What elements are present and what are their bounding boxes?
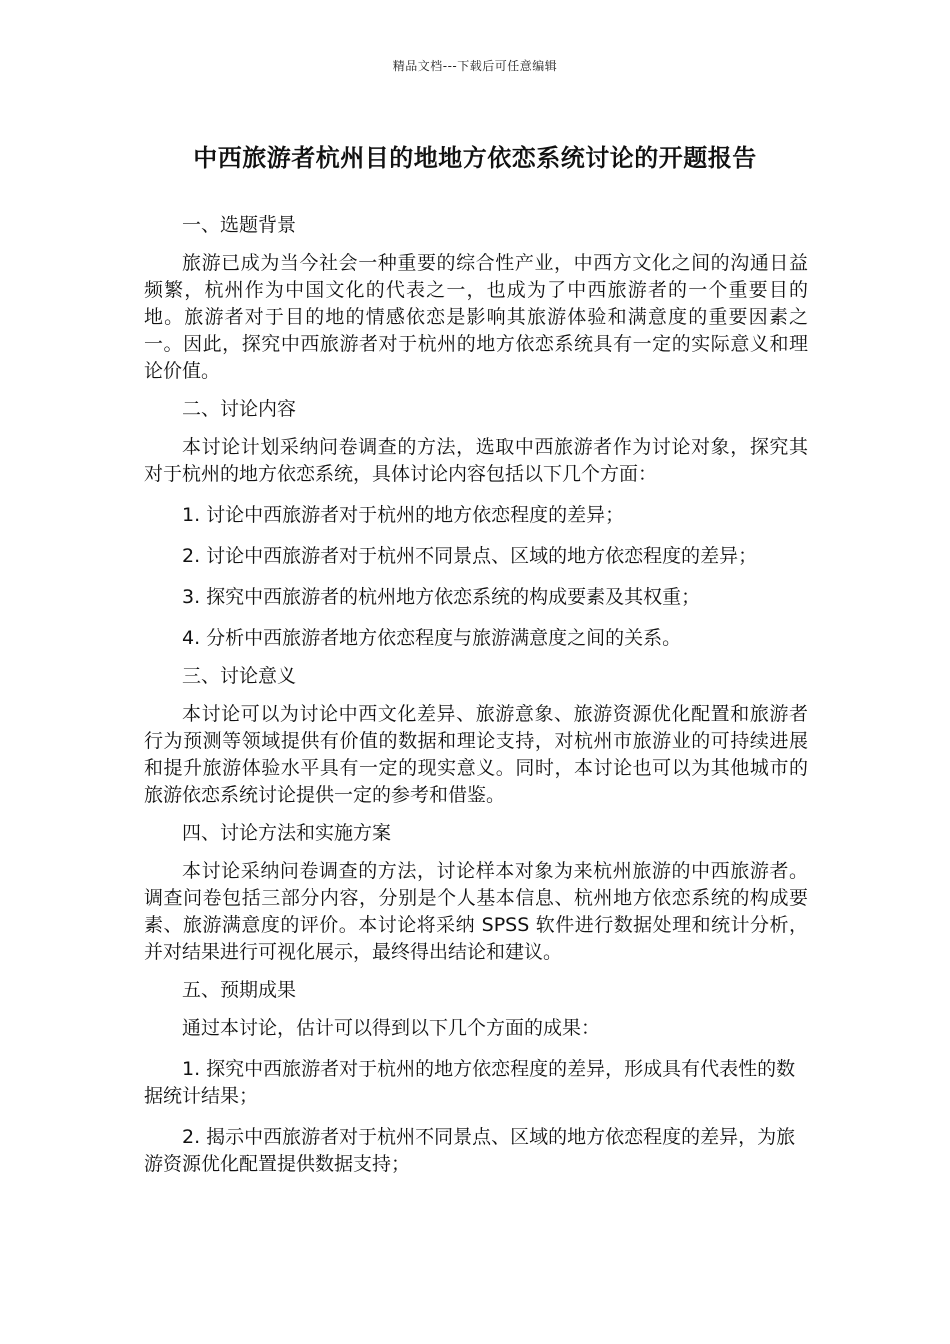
list-item: 2. 讨论中西旅游者对于杭州不同景点、区域的地方依恋程度的差异； (182, 545, 758, 567)
list-item: 1. 探究中西旅游者对于杭州的地方依恋程度的差异，形成具有代表性的数据统计结果； (144, 1058, 796, 1107)
section-paragraph-content: 本讨论计划采纳问卷调查的方法，选取中西旅游者作为讨论对象，探究其对于杭州的地方依恋系统，具体讨论内容包括以下几个方面： (144, 436, 808, 485)
section-paragraph-outcomes: 通过本讨论，估计可以得到以下几个方面的成果： (182, 1017, 601, 1039)
section-heading-methods: 四、讨论方法和实施方案 (182, 822, 392, 844)
header-note: 精品文档---下载后可任意编辑 (392, 59, 558, 73)
section-paragraph-background: 旅游已成为当今社会一种重要的综合性产业，中西方文化之间的沟通日益频繁，杭州作为中国文化的代表之一，也成为了中西旅游者的一个重要目的地。旅游者对于目的地的情感依恋是影响其旅游体验和满意度的重要因素之一。因此，探究中西旅游者对于杭州的地方依恋系统具有一定的实际意义和理论价值。 (144, 252, 808, 382)
list-item: 2. 揭示中西旅游者对于杭州不同景点、区域的地方依恋程度的差异，为旅游资源优化配置提供数据支持； (144, 1126, 796, 1175)
document-title: 中西旅游者杭州目的地地方依恋系统讨论的开题报告 (193, 144, 757, 172)
list-item: 3. 探究中西旅游者的杭州地方依恋系统的构成要素及其权重； (182, 586, 701, 608)
section-paragraph-significance: 本讨论可以为讨论中西文化差异、旅游意象、旅游资源优化配置和旅游者行为预测等领域提供有价值的数据和理论支持，对杭州市旅游业的可持续进展和提升旅游体验水平具有一定的现实意义。同时，本讨论也可以为其他城市的旅游依恋系统讨论提供一定的参考和借鉴。 (144, 703, 808, 806)
section-heading-content: 二、讨论内容 (182, 398, 297, 420)
section-paragraph-methods: 本讨论采纳问卷调查的方法，讨论样本对象为来杭州旅游的中西旅游者。调查问卷包括三部分内容，分别是个人基本信息、杭州地方依恋系统的构成要素、旅游满意度的评价。本讨论将采纳 SPSS 软件进行数据处理和统计分析，并对结果进行可视化展示，最终得出结论和建议。 (144, 860, 808, 963)
list-item: 1. 讨论中西旅游者对于杭州的地方依恋程度的差异； (182, 504, 625, 526)
list-item: 4. 分析中西旅游者地方依恋程度与旅游满意度之间的关系。 (182, 627, 682, 649)
section-heading-background: 一、选题背景 (182, 214, 297, 236)
section-heading-significance: 三、讨论意义 (182, 665, 297, 687)
section-heading-outcomes: 五、预期成果 (182, 979, 297, 1001)
document-body (144, 212, 808, 1178)
